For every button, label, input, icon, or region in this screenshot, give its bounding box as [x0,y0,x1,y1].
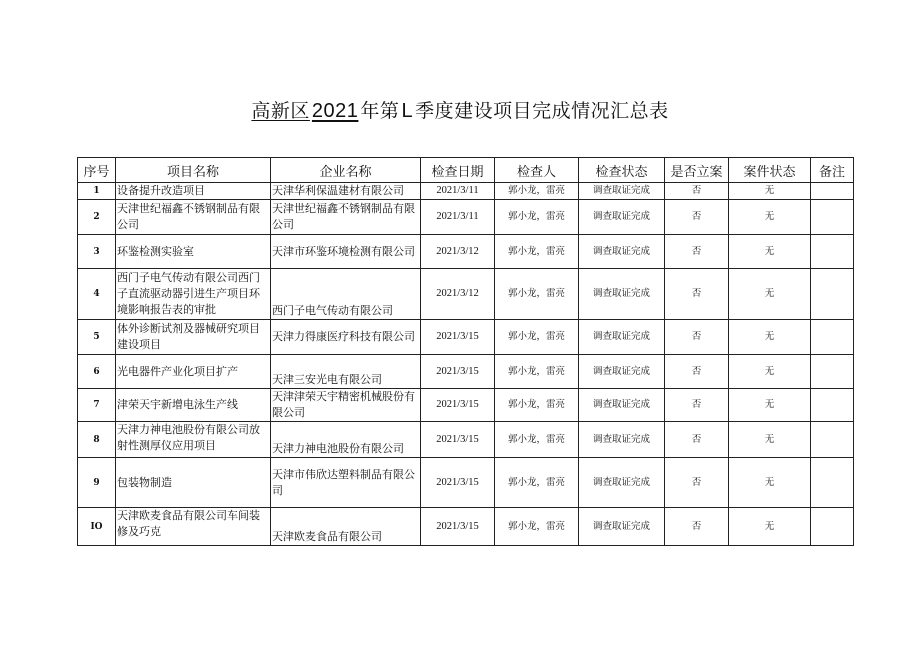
cell-project: 设备提升改造项目 [116,183,271,200]
cell-date: 2021/3/12 [421,235,495,269]
header-case-status: 案件状态 [729,158,811,183]
cell-remark [811,389,854,422]
header-project: 项目名称 [116,158,271,183]
cell-filed: 否 [665,422,729,458]
cell-status: 调查取证完成 [579,422,665,458]
cell-remark [811,422,854,458]
cell-filed: 否 [665,355,729,389]
cell-remark [811,458,854,508]
cell-date: 2021/3/15 [421,458,495,508]
table-row [78,200,854,235]
cell-company: 天津力神电池股份有限公司 [271,422,421,458]
cell-date: 2021/3/11 [421,200,495,235]
table-row [78,320,854,355]
cell-remark [811,355,854,389]
cell-inspector: 郭小龙，雷亮 [495,183,579,200]
cell-filed: 否 [665,320,729,355]
cell-inspector: 郭小龙，雷亮 [495,200,579,235]
summary-table [77,157,854,546]
title-district: 高新区 [251,100,310,122]
cell-project: 天津世纪福鑫不锈钢制品有限公司 [116,200,271,235]
cell-status: 调查取证完成 [579,355,665,389]
table-row [78,389,854,422]
cell-filed: 否 [665,235,729,269]
cell-no: 1 [78,183,116,200]
cell-filed: 否 [665,183,729,200]
cell-inspector: 郭小龙，雷亮 [495,508,579,546]
cell-case-status: 无 [729,183,811,200]
cell-filed: 否 [665,200,729,235]
cell-case-status: 无 [729,269,811,320]
cell-inspector: 郭小龙，雷亮 [495,269,579,320]
cell-remark [811,235,854,269]
table-row [78,422,854,458]
title-year: 2021 [311,100,359,122]
header-inspector: 检查人 [495,158,579,183]
title-rest: 季度建设项目完成情况汇总表 [415,100,669,122]
title-quarter: L [401,100,414,122]
cell-project: 环鉴检测实验室 [116,235,271,269]
cell-case-status: 无 [729,508,811,546]
cell-case-status: 无 [729,422,811,458]
cell-company: 天津华利保温建材有限公司 [271,183,421,200]
cell-status: 调查取证完成 [579,235,665,269]
cell-company: 天津市伟欣达塑料制品有限公司 [271,458,421,508]
cell-no: 3 [78,235,116,269]
header-remark: 备注 [811,158,854,183]
cell-company: 天津世纪福鑫不锈钢制品有限公司 [271,200,421,235]
header-row [78,158,854,183]
cell-date: 2021/3/15 [421,320,495,355]
cell-status: 调查取证完成 [579,200,665,235]
cell-filed: 否 [665,389,729,422]
cell-no: 6 [78,355,116,389]
header-filed: 是否立案 [665,158,729,183]
cell-case-status: 无 [729,389,811,422]
cell-project: 津荣天宇新增电泳生产线 [116,389,271,422]
cell-filed: 否 [665,458,729,508]
cell-filed: 否 [665,508,729,546]
cell-inspector: 郭小龙，雷亮 [495,389,579,422]
cell-remark [811,183,854,200]
cell-case-status: 无 [729,200,811,235]
cell-status: 调查取证完成 [579,269,665,320]
cell-remark [811,269,854,320]
header-company: 企业名称 [271,158,421,183]
cell-company: 西门子电气传动有限公司 [271,269,421,320]
cell-inspector: 郭小龙，雷亮 [495,355,579,389]
table-row [78,183,854,200]
cell-status: 调查取证完成 [579,320,665,355]
table-row [78,235,854,269]
cell-inspector: 郭小龙，雷亮 [495,235,579,269]
cell-no: 7 [78,389,116,422]
cell-case-status: 无 [729,458,811,508]
cell-no: 9 [78,458,116,508]
cell-date: 2021/3/15 [421,355,495,389]
cell-date: 2021/3/15 [421,508,495,546]
cell-date: 2021/3/12 [421,269,495,320]
cell-date: 2021/3/15 [421,389,495,422]
cell-remark [811,200,854,235]
cell-case-status: 无 [729,355,811,389]
cell-remark [811,508,854,546]
cell-company: 天津津荣天宇精密机械股份有限公司 [271,389,421,422]
title-mid: 年第 [360,100,400,122]
cell-case-status: 无 [729,320,811,355]
cell-date: 2021/3/11 [421,183,495,200]
cell-status: 调查取证完成 [579,389,665,422]
cell-status: 调查取证完成 [579,458,665,508]
cell-inspector: 郭小龙，雷亮 [495,320,579,355]
cell-status: 调查取证完成 [579,508,665,546]
cell-remark [811,320,854,355]
header-status: 检查状态 [579,158,665,183]
cell-case-status: 无 [729,235,811,269]
cell-project: 西门子电气传动有限公司西门子直流驱动器引进生产项目环境影响报告表的审批 [116,269,271,320]
cell-date: 2021/3/15 [421,422,495,458]
cell-no: 5 [78,320,116,355]
page-title [0,96,920,123]
header-no: 序号 [78,158,116,183]
cell-company: 天津市环鉴环境检测有限公司 [271,235,421,269]
cell-filed: 否 [665,269,729,320]
table-row [78,269,854,320]
cell-project: 天津力神电池股份有限公司放射性测厚仪应用项目 [116,422,271,458]
cell-inspector: 郭小龙，雷亮 [495,458,579,508]
cell-project: 光电器件产业化项目扩产 [116,355,271,389]
cell-company: 天津力得康医疗科技有限公司 [271,320,421,355]
cell-no: IO [78,508,116,546]
header-date: 检查日期 [421,158,495,183]
cell-no: 2 [78,200,116,235]
cell-inspector: 郭小龙，雷亮 [495,422,579,458]
cell-project: 包装物制造 [116,458,271,508]
table-row [78,355,854,389]
table-row [78,508,854,546]
table-row [78,458,854,508]
cell-no: 8 [78,422,116,458]
cell-status: 调查取证完成 [579,183,665,200]
cell-project: 天津欧麦食品有限公司车间装修及巧克 [116,508,271,546]
cell-company: 天津三安光电有限公司 [271,355,421,389]
cell-project: 体外诊断试剂及器械研究项目建设项目 [116,320,271,355]
cell-company: 天津欧麦食品有限公司 [271,508,421,546]
cell-no: 4 [78,269,116,320]
